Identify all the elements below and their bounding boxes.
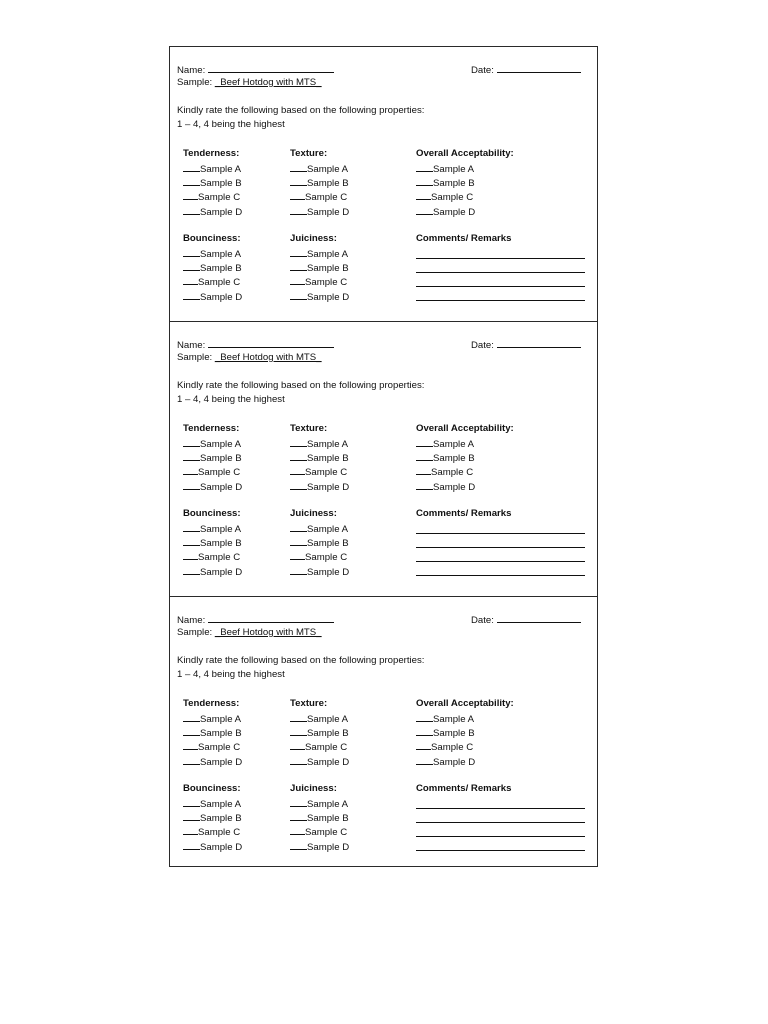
rating-blank[interactable] — [290, 247, 307, 257]
instruction-text: Kindly rate the following based on the following properties: — [177, 655, 425, 666]
comment-line[interactable] — [416, 258, 585, 259]
rating-blank[interactable] — [416, 465, 431, 475]
rating-blank[interactable] — [416, 162, 433, 172]
sample-option-label: Sample C — [198, 827, 241, 839]
rating-row — [183, 536, 242, 550]
sample-label: Sample: — [177, 77, 213, 88]
rating-row — [183, 162, 241, 176]
sample-option-label: Sample A — [200, 439, 242, 450]
rating-row — [416, 726, 475, 740]
rating-blank[interactable] — [290, 451, 307, 461]
rating-row — [416, 162, 474, 176]
date-field[interactable] — [471, 338, 581, 352]
rating-row — [183, 451, 242, 465]
rating-blank[interactable] — [416, 726, 433, 736]
rating-blank[interactable] — [290, 162, 307, 172]
rating-blank[interactable] — [416, 712, 433, 722]
rating-row — [183, 205, 242, 219]
rating-row — [183, 522, 241, 536]
rating-row — [416, 437, 474, 451]
rating-blank[interactable] — [183, 740, 198, 750]
name-field[interactable] — [177, 613, 334, 627]
sample-option-label: Sample C — [305, 552, 348, 564]
sample-label: Sample: — [177, 352, 213, 363]
rating-row — [183, 840, 242, 854]
rating-row — [290, 565, 349, 579]
rating-blank[interactable] — [290, 755, 307, 765]
name-blank[interactable] — [208, 613, 334, 623]
sample-option-label: Sample B — [200, 813, 242, 825]
evaluation-card — [169, 46, 598, 322]
sample-label: Sample: — [177, 627, 213, 638]
rating-blank[interactable] — [416, 176, 433, 186]
rating-blank[interactable] — [183, 825, 198, 835]
comment-line[interactable] — [416, 547, 585, 548]
comment-line[interactable] — [416, 836, 585, 837]
texture-heading: Texture: — [290, 698, 328, 709]
rating-blank[interactable] — [290, 536, 307, 546]
rating-row — [416, 451, 475, 465]
rating-row — [183, 811, 242, 825]
texture-heading: Texture: — [290, 423, 328, 434]
rating-blank[interactable] — [183, 536, 200, 546]
rating-row — [416, 480, 475, 494]
rating-blank[interactable] — [290, 465, 305, 475]
sample-value: _Beef Hotdog with MTS_ — [214, 627, 322, 638]
sample-option-label: Sample A — [307, 799, 349, 810]
sample-option-label: Sample C — [305, 277, 348, 289]
rating-blank[interactable] — [290, 290, 307, 300]
comment-line[interactable] — [416, 300, 585, 301]
rating-blank[interactable] — [290, 550, 305, 560]
sample-option-label: Sample B — [307, 728, 349, 740]
sample-option-label: Sample B — [200, 263, 242, 275]
sample-option-label: Sample C — [305, 742, 348, 754]
sample-option-label: Sample C — [198, 467, 241, 479]
sample-option-label: Sample B — [200, 453, 242, 465]
sample-option-label: Sample D — [307, 566, 350, 578]
rating-scale-text: 1 – 4, 4 being the highest — [177, 669, 285, 680]
sample-option-label: Sample A — [200, 714, 242, 725]
rating-row — [290, 205, 349, 219]
rating-row — [183, 740, 240, 754]
bounciness-heading: Bounciness: — [183, 233, 241, 244]
sample-option-label: Sample D — [433, 206, 476, 218]
rating-blank[interactable] — [290, 176, 307, 186]
rating-blank[interactable] — [290, 726, 307, 736]
rating-blank[interactable] — [290, 261, 307, 271]
comment-line[interactable] — [416, 850, 585, 851]
rating-row — [290, 290, 349, 304]
rating-row — [183, 247, 241, 261]
sample-option-label: Sample A — [307, 439, 349, 450]
sample-option-label: Sample B — [307, 813, 349, 825]
tenderness-heading: Tenderness: — [183, 423, 240, 434]
texture-heading: Texture: — [290, 148, 328, 159]
date-label: Date: — [471, 615, 494, 626]
sample-option-label: Sample A — [200, 799, 242, 810]
rating-row — [416, 712, 474, 726]
rating-blank[interactable] — [183, 275, 198, 285]
rating-blank[interactable] — [290, 190, 305, 200]
rating-blank[interactable] — [183, 797, 200, 807]
rating-scale-text: 1 – 4, 4 being the highest — [177, 119, 285, 130]
comment-line[interactable] — [416, 533, 585, 534]
comment-line[interactable] — [416, 808, 585, 809]
sample-option-label: Sample D — [200, 566, 243, 578]
rating-blank[interactable] — [290, 437, 307, 447]
rating-row — [290, 840, 349, 854]
rating-blank[interactable] — [416, 740, 431, 750]
rating-blank[interactable] — [290, 740, 305, 750]
rating-row — [290, 811, 349, 825]
rating-blank[interactable] — [183, 480, 200, 490]
sample-option-label: Sample B — [200, 728, 242, 740]
rating-blank[interactable] — [183, 811, 200, 821]
date-label: Date: — [471, 340, 494, 351]
name-field[interactable] — [177, 63, 334, 77]
sample-option-label: Sample C — [198, 552, 241, 564]
sample-option-label: Sample C — [431, 742, 474, 754]
rating-blank[interactable] — [290, 797, 307, 807]
name-blank[interactable] — [208, 63, 334, 73]
comment-line[interactable] — [416, 286, 585, 287]
sample-option-label: Sample C — [431, 192, 474, 204]
rating-row — [290, 451, 349, 465]
juiciness-heading: Juiciness: — [290, 233, 337, 244]
date-blank[interactable] — [497, 613, 581, 623]
rating-blank[interactable] — [290, 825, 305, 835]
rating-blank[interactable] — [183, 290, 200, 300]
rating-row — [290, 755, 349, 769]
rating-blank[interactable] — [290, 712, 307, 722]
rating-blank[interactable] — [416, 190, 431, 200]
rating-row — [183, 261, 242, 275]
rating-row — [183, 550, 240, 564]
rating-row — [416, 755, 475, 769]
sample-option-label: Sample D — [200, 206, 243, 218]
rating-row — [416, 190, 473, 204]
rating-blank[interactable] — [183, 451, 200, 461]
bounciness-heading: Bounciness: — [183, 508, 241, 519]
rating-row — [290, 522, 348, 536]
sample-option-label: Sample C — [305, 827, 348, 839]
comment-line[interactable] — [416, 822, 585, 823]
sample-option-label: Sample A — [307, 164, 349, 175]
instruction-text: Kindly rate the following based on the following properties: — [177, 380, 425, 391]
sample-value: _Beef Hotdog with MTS_ — [214, 352, 322, 363]
sample-option-label: Sample B — [200, 178, 242, 190]
sample-option-label: Sample D — [433, 481, 476, 493]
juiciness-heading: Juiciness: — [290, 783, 337, 794]
rating-row — [290, 712, 348, 726]
rating-row — [290, 465, 347, 479]
name-label: Name: — [177, 615, 206, 626]
rating-row — [416, 740, 473, 754]
comments-heading: Comments/ Remarks — [416, 783, 512, 794]
rating-blank[interactable] — [290, 275, 305, 285]
sample-option-label: Sample A — [433, 439, 475, 450]
rating-blank[interactable] — [183, 261, 200, 271]
rating-row — [290, 190, 347, 204]
juiciness-heading: Juiciness: — [290, 508, 337, 519]
sample-option-label: Sample D — [200, 481, 243, 493]
rating-blank[interactable] — [290, 840, 307, 850]
rating-blank[interactable] — [183, 565, 200, 575]
overall-acceptability-heading: Overall Acceptability: — [416, 148, 514, 159]
comment-line[interactable] — [416, 272, 585, 273]
rating-blank[interactable] — [183, 437, 200, 447]
sample-line — [177, 352, 322, 364]
rating-blank[interactable] — [290, 480, 307, 490]
sample-option-label: Sample B — [307, 178, 349, 190]
sample-option-label: Sample D — [200, 756, 243, 768]
rating-blank[interactable] — [183, 465, 198, 475]
rating-blank[interactable] — [183, 205, 200, 215]
date-label: Date: — [471, 65, 494, 76]
rating-row — [183, 290, 242, 304]
rating-row — [183, 275, 240, 289]
name-label: Name: — [177, 65, 206, 76]
rating-blank[interactable] — [183, 176, 200, 186]
rating-row — [290, 275, 347, 289]
rating-blank[interactable] — [183, 190, 198, 200]
rating-blank[interactable] — [183, 755, 200, 765]
rating-row — [290, 437, 348, 451]
rating-blank[interactable] — [183, 840, 200, 850]
instruction-text: Kindly rate the following based on the following properties: — [177, 105, 425, 116]
rating-blank[interactable] — [183, 247, 200, 257]
rating-row — [183, 176, 242, 190]
rating-blank[interactable] — [290, 811, 307, 821]
sample-option-label: Sample A — [200, 524, 242, 535]
sample-option-label: Sample C — [305, 192, 348, 204]
sample-option-label: Sample B — [307, 453, 349, 465]
rating-row — [183, 797, 241, 811]
sample-option-label: Sample C — [305, 467, 348, 479]
sample-option-label: Sample A — [433, 164, 475, 175]
rating-row — [183, 825, 240, 839]
rating-row — [290, 536, 349, 550]
overall-acceptability-heading: Overall Acceptability: — [416, 423, 514, 434]
sample-option-label: Sample A — [307, 524, 349, 535]
sample-option-label: Sample D — [307, 206, 350, 218]
date-blank[interactable] — [497, 338, 581, 348]
rating-blank[interactable] — [416, 480, 433, 490]
rating-blank[interactable] — [290, 565, 307, 575]
rating-blank[interactable] — [416, 755, 433, 765]
rating-blank[interactable] — [183, 550, 198, 560]
rating-row — [290, 261, 349, 275]
sample-option-label: Sample B — [307, 263, 349, 275]
sample-option-label: Sample D — [200, 291, 243, 303]
sample-option-label: Sample C — [198, 742, 241, 754]
sample-value: _Beef Hotdog with MTS_ — [214, 77, 322, 88]
rating-row — [183, 465, 240, 479]
sample-option-label: Sample A — [200, 249, 242, 260]
rating-blank[interactable] — [290, 205, 307, 215]
bounciness-heading: Bounciness: — [183, 783, 241, 794]
sample-option-label: Sample D — [307, 481, 350, 493]
rating-blank[interactable] — [290, 522, 307, 532]
rating-blank[interactable] — [416, 451, 433, 461]
sample-option-label: Sample D — [200, 841, 243, 853]
sample-option-label: Sample D — [307, 756, 350, 768]
rating-row — [290, 797, 348, 811]
rating-blank[interactable] — [183, 726, 200, 736]
evaluation-card — [169, 321, 598, 597]
sample-option-label: Sample D — [307, 841, 350, 853]
rating-row — [183, 190, 240, 204]
sample-option-label: Sample A — [200, 164, 242, 175]
sample-option-label: Sample B — [433, 178, 475, 190]
sample-option-label: Sample C — [198, 192, 241, 204]
tenderness-heading: Tenderness: — [183, 698, 240, 709]
sample-line — [177, 627, 322, 639]
sample-option-label: Sample D — [433, 756, 476, 768]
date-field[interactable] — [471, 613, 581, 627]
comments-heading: Comments/ Remarks — [416, 508, 512, 519]
name-label: Name: — [177, 340, 206, 351]
rating-blank[interactable] — [416, 437, 433, 447]
name-blank[interactable] — [208, 338, 334, 348]
rating-blank[interactable] — [183, 162, 200, 172]
sample-option-label: Sample A — [307, 249, 349, 260]
sample-line — [177, 77, 322, 89]
rating-row — [290, 740, 347, 754]
rating-blank[interactable] — [183, 712, 200, 722]
rating-row — [290, 550, 347, 564]
sample-option-label: Sample C — [431, 467, 474, 479]
rating-row — [290, 825, 347, 839]
sample-option-label: Sample B — [433, 728, 475, 740]
rating-row — [290, 176, 349, 190]
rating-row — [290, 726, 349, 740]
rating-row — [183, 480, 242, 494]
sample-option-label: Sample A — [433, 714, 475, 725]
sample-option-label: Sample B — [433, 453, 475, 465]
sample-option-label: Sample B — [307, 538, 349, 550]
comments-heading: Comments/ Remarks — [416, 233, 512, 244]
comment-line[interactable] — [416, 575, 585, 576]
rating-row — [183, 755, 242, 769]
rating-row — [183, 712, 241, 726]
rating-row — [183, 565, 242, 579]
sample-option-label: Sample D — [307, 291, 350, 303]
evaluation-card — [169, 596, 598, 867]
sample-option-label: Sample A — [307, 714, 349, 725]
rating-row — [290, 162, 348, 176]
date-blank[interactable] — [497, 63, 581, 73]
rating-row — [183, 726, 242, 740]
date-field[interactable] — [471, 63, 581, 77]
sample-option-label: Sample B — [200, 538, 242, 550]
overall-acceptability-heading: Overall Acceptability: — [416, 698, 514, 709]
rating-row — [416, 205, 475, 219]
rating-blank[interactable] — [183, 522, 200, 532]
tenderness-heading: Tenderness: — [183, 148, 240, 159]
comment-line[interactable] — [416, 561, 585, 562]
rating-row — [290, 480, 349, 494]
rating-scale-text: 1 – 4, 4 being the highest — [177, 394, 285, 405]
rating-blank[interactable] — [416, 205, 433, 215]
rating-row — [290, 247, 348, 261]
rating-row — [183, 437, 241, 451]
rating-row — [416, 176, 475, 190]
rating-row — [416, 465, 473, 479]
sample-option-label: Sample C — [198, 277, 241, 289]
name-field[interactable] — [177, 338, 334, 352]
